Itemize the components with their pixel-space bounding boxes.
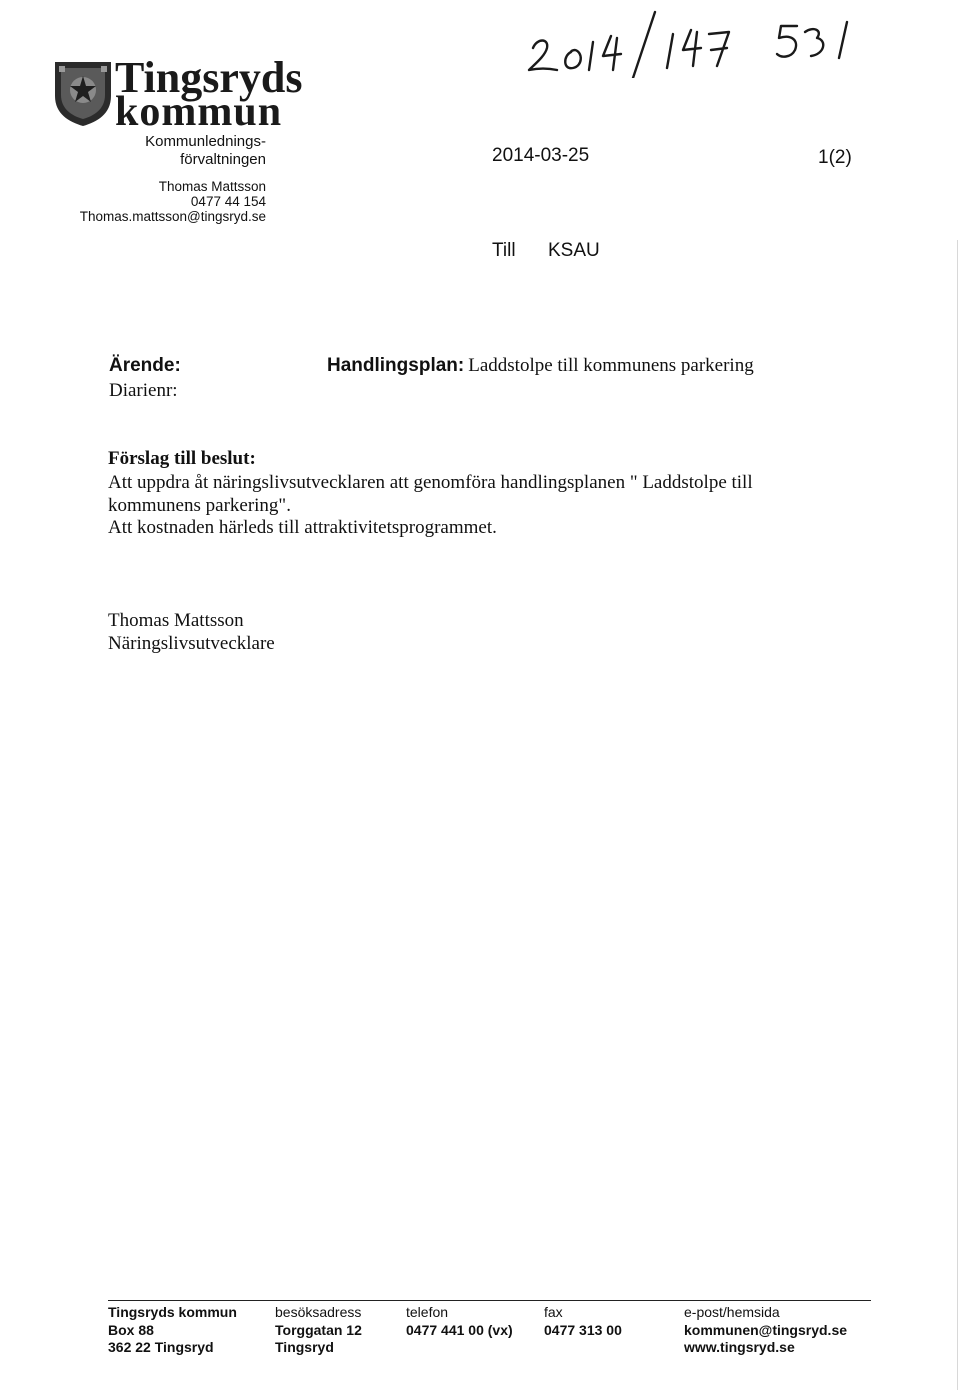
footer-website[interactable]: www.tingsryd.se <box>684 1339 795 1355</box>
proposal-line2: kommunens parkering". <box>108 495 291 516</box>
proposal-heading: Förslag till beslut: <box>108 448 256 469</box>
logo-wordmark-line1: Tingsryds <box>115 53 303 102</box>
footer-rule <box>108 1300 871 1301</box>
footer-col-web <box>684 1304 847 1357</box>
sender-name: Thomas Mattsson <box>158 179 266 194</box>
proposal-line1: Att uppdra åt näringslivsutvecklaren att genomföra handlingsplanen " Laddstolpe till <box>108 472 753 493</box>
footer-visit-head: besöksadress <box>275 1304 362 1320</box>
document-date: 2014-03-25 <box>492 145 590 166</box>
scan-edge-line <box>957 240 958 1390</box>
footer-visit-street: Torggatan 12 <box>275 1321 362 1338</box>
coat-of-arms-icon <box>51 58 115 128</box>
recipient-prefix: Till <box>492 240 516 261</box>
footer-fax-head: fax <box>544 1304 563 1320</box>
department-line1: Kommunlednings- <box>145 133 266 150</box>
footer-box: Box 88 <box>108 1321 154 1338</box>
municipality-logo <box>51 53 303 135</box>
department-line2: förvaltningen <box>180 151 266 168</box>
handwritten-reference <box>505 8 865 78</box>
sender-phone: 0477 44 154 <box>190 194 266 209</box>
proposal-line3: Att kostnaden härleds till attraktivitetsprogrammet. <box>108 517 497 538</box>
footer-fax: 0477 313 00 <box>544 1321 622 1338</box>
signature-title: Näringslivsutvecklare <box>108 633 275 654</box>
signature-name: Thomas Mattsson <box>108 610 244 631</box>
footer-org: Tingsryds kommun <box>108 1304 237 1320</box>
footer-web-head: e-post/hemsida <box>684 1304 780 1320</box>
footer-phone: 0477 441 00 (vx) <box>406 1321 513 1338</box>
footer-phone-head: telefon <box>406 1304 449 1320</box>
logo-wordmark-line2: kommun <box>115 89 283 135</box>
page-number: 1(2) <box>818 147 852 168</box>
arende-label: Ärende: <box>109 355 181 376</box>
handwritten-ref-text: 2014/147 531 <box>505 8 511 9</box>
case-title-text: Laddstolpe till kommunens parkering <box>468 355 754 376</box>
diarienr-label: Diarienr: <box>109 380 178 401</box>
sender-email: Thomas.mattsson@tingsryd.se <box>79 209 266 224</box>
footer-col-visit <box>275 1304 362 1357</box>
case-title <box>327 355 754 377</box>
case-title-label: Handlingsplan: <box>327 355 465 376</box>
recipient-name: KSAU <box>548 240 600 261</box>
footer-postal: 362 22 Tingsryd <box>108 1339 214 1355</box>
footer-col-phone <box>406 1304 513 1339</box>
footer-col-fax <box>544 1304 622 1339</box>
footer-email[interactable]: kommunen@tingsryd.se <box>684 1321 848 1338</box>
footer-col-address <box>108 1304 237 1357</box>
footer-visit-city: Tingsryd <box>275 1339 334 1355</box>
